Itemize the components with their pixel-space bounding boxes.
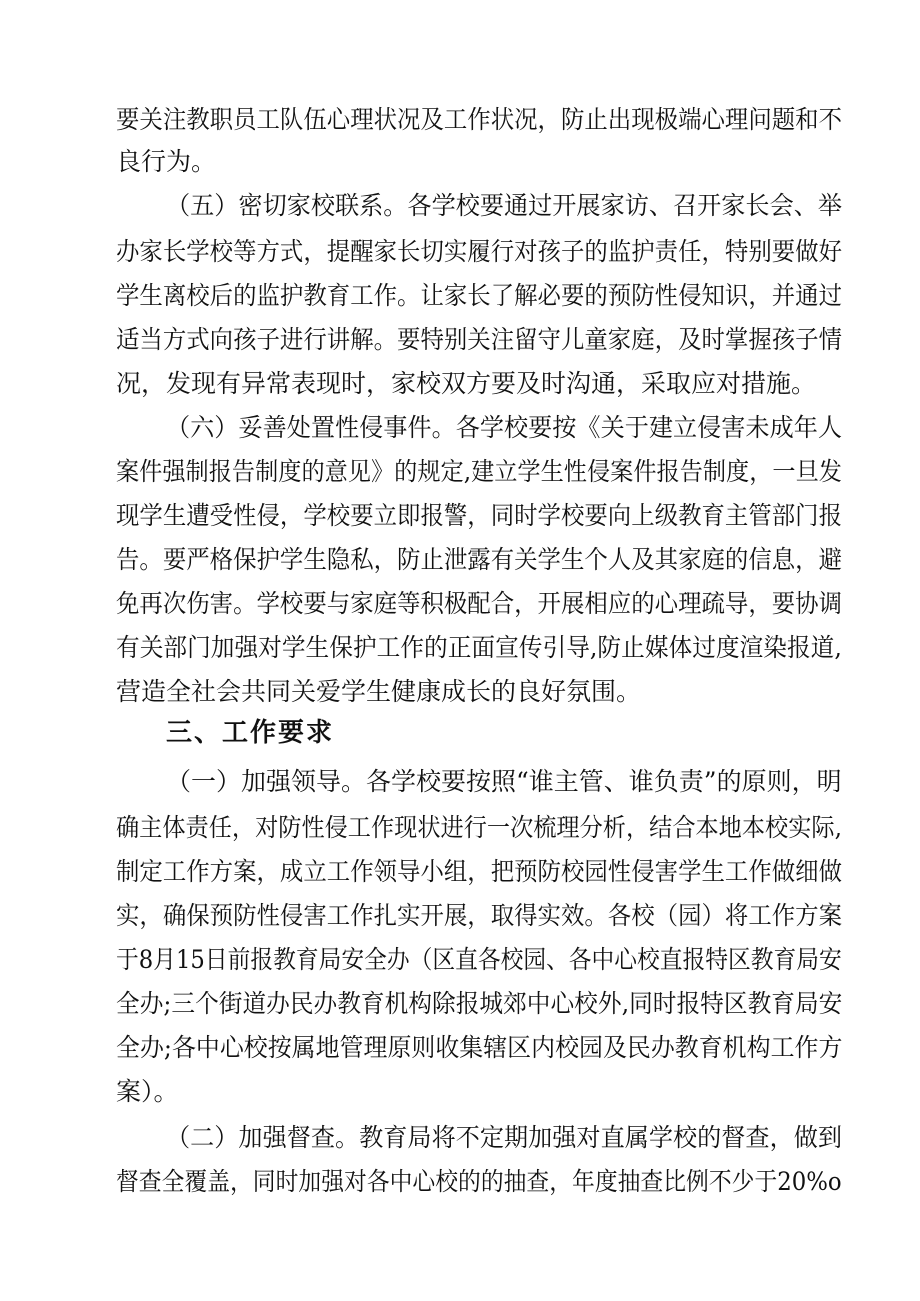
paragraph-line: 案）。 [116,1077,179,1106]
section-heading: 三、工作要求 [166,718,335,748]
paragraph-line: 免再次伤害。学校要与家庭等积极配合，开展相应的心理疏导，要协调 [116,589,843,618]
paragraph-line: 办家长学校等方式，提醒家长切实履行对孩子的监护责任，特别要做好 [116,237,843,266]
paragraph-line: （一）加强领导。各学校要按照“谁主管、谁负责”的原则，明 [166,767,842,796]
paragraph-line: 有关部门加强对学生保护工作的正面宣传引导,防止媒体过度渲染报道, [116,633,842,662]
paragraph-line: 全办;各中心校按属地管理原则收集辖区内校园及民办教育机构工作方 [116,1033,843,1062]
paragraph-line: （二）加强督查。教育局将不定期加强对直属学校的督查，做到 [166,1123,843,1152]
paragraph-line: 督查全覆盖，同时加强对各中心校的的抽查，年度抽查比例不少于20%o [116,1167,842,1196]
paragraph-line: （六）妥善处置性侵事件。各学校要按《关于建立侵害未成年人 [166,413,843,442]
paragraph-line: 营造全社会共同关爱学生健康成长的良好氛围。 [116,677,642,706]
paragraph-line: 案件强制报告制度的意见》的规定,建立学生性侵案件报告制度，一旦发 [116,457,842,486]
paragraph-line: 实，确保预防性侵害工作扎实开展，取得实效。各校（园）将工作方案 [116,901,843,930]
paragraph-line: 制定工作方案，成立工作领导小组，把预防校园性侵害学生工作做细做 [116,857,843,886]
paragraph-line: 良行为。 [116,147,217,176]
paragraph-line: 现学生遭受性侵，学校要立即报警，同时学校要向上级教育主管部门报 [116,501,843,530]
paragraph-line: 告。要严格保护学生隐私，防止泄露有关学生个人及其家庭的信息，避 [116,545,843,574]
paragraph-line: 适当方式向孩子进行讲解。要特别关注留守儿童家庭，及时掌握孩子情 [116,325,843,354]
paragraph-line: （五）密切家校联系。各学校要通过开展家访、召开家长会、举 [166,191,843,220]
paragraph-line: 全办;三个街道办民办教育机构除报城郊中心校外,同时报特区教育局安 [116,989,843,1018]
paragraph-line: 于8月15日前报教育局安全办（区直各校园、各中心校直报特区教育局安 [116,945,842,974]
paragraph-line: 确主体责任，对防性侵工作现状进行一次梳理分析，结合本地本校实际, [116,813,842,842]
paragraph-line: 学生离校后的监护教育工作。让家长了解必要的预防性侵知识，并通过 [116,281,843,310]
paragraph-line: 要关注教职员工队伍心理状况及工作状况，防止出现极端心理问题和不 [116,105,843,134]
paragraph-line: 况，发现有异常表现时，家校双方要及时沟通，采取应对措施。 [116,369,817,398]
